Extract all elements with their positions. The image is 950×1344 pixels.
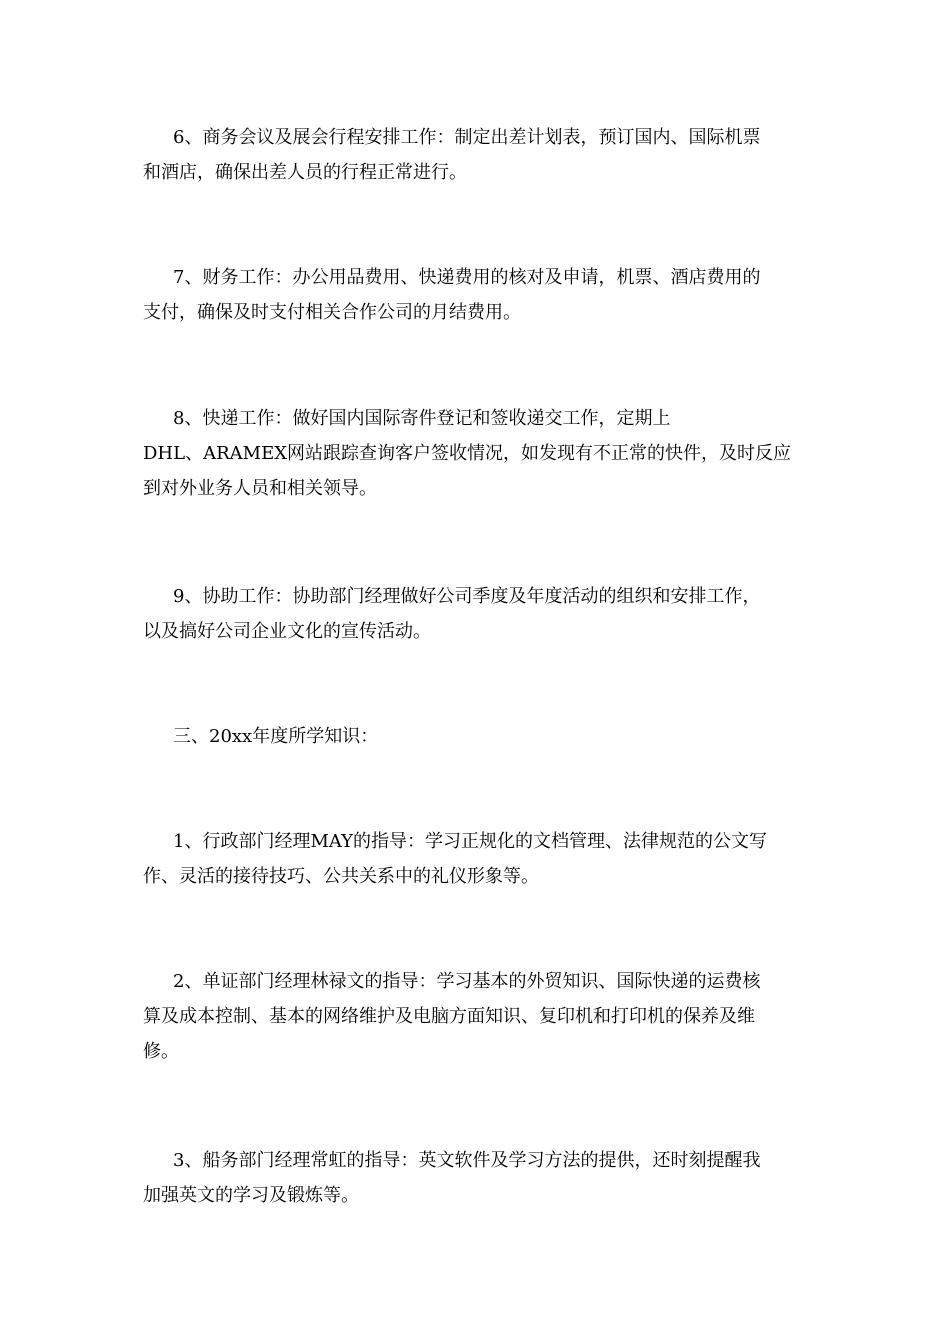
text-line: 到对外业务人员和相关领导。 <box>143 478 377 499</box>
text-line: 3、船务部门经理常虹的指导：英文软件及学习方法的提供，还时刻提醒我 <box>173 1150 761 1171</box>
paragraph-learn-2 <box>143 964 803 1069</box>
text-line: 和酒店，确保出差人员的行程正常进行。 <box>143 162 467 183</box>
paragraph-item-8 <box>143 401 803 506</box>
text-line: 8、快递工作：做好国内国际寄件登记和签收递交工作，定期上 <box>173 408 671 429</box>
section-heading-text: 三、20xx年度所学知识： <box>173 726 379 747</box>
text-line: 以及搞好公司企业文化的宣传活动。 <box>143 621 431 642</box>
text-line: 1、行政部门经理MAY的指导：学习正规化的文档管理、法律规范的公文写 <box>173 831 768 852</box>
paragraph-learn-3 <box>143 1143 803 1213</box>
text-line: 作、灵活的接待技巧、公共关系中的礼仪形象等。 <box>143 866 539 887</box>
text-line: 2、单证部门经理林禄文的指导：学习基本的外贸知识、国际快递的运费核 <box>173 971 761 992</box>
text-line: 加强英文的学习及锻炼等。 <box>143 1185 359 1206</box>
text-line: 支付，确保及时支付相关合作公司的月结费用。 <box>143 302 521 323</box>
section-heading-3 <box>143 719 803 754</box>
text-line: 修。 <box>143 1041 179 1062</box>
paragraph-item-7 <box>143 260 803 330</box>
text-line: 9、协助工作：协助部门经理做好公司季度及年度活动的组织和安排工作， <box>173 586 761 607</box>
paragraph-item-9 <box>143 579 803 649</box>
paragraph-item-6 <box>143 120 803 190</box>
text-line: 6、商务会议及展会行程安排工作：制定出差计划表，预订国内、国际机票 <box>173 127 761 148</box>
text-line: 7、财务工作：办公用品费用、快递费用的核对及申请，机票、酒店费用的 <box>173 267 761 288</box>
text-line: 算及成本控制、基本的网络维护及电脑方面知识、复印机和打印机的保养及维 <box>143 1006 755 1027</box>
paragraph-learn-1 <box>143 824 803 894</box>
text-line: DHL、ARAMEX网站跟踪查询客户签收情况，如发现有不正常的快件，及时反应 <box>143 443 792 464</box>
